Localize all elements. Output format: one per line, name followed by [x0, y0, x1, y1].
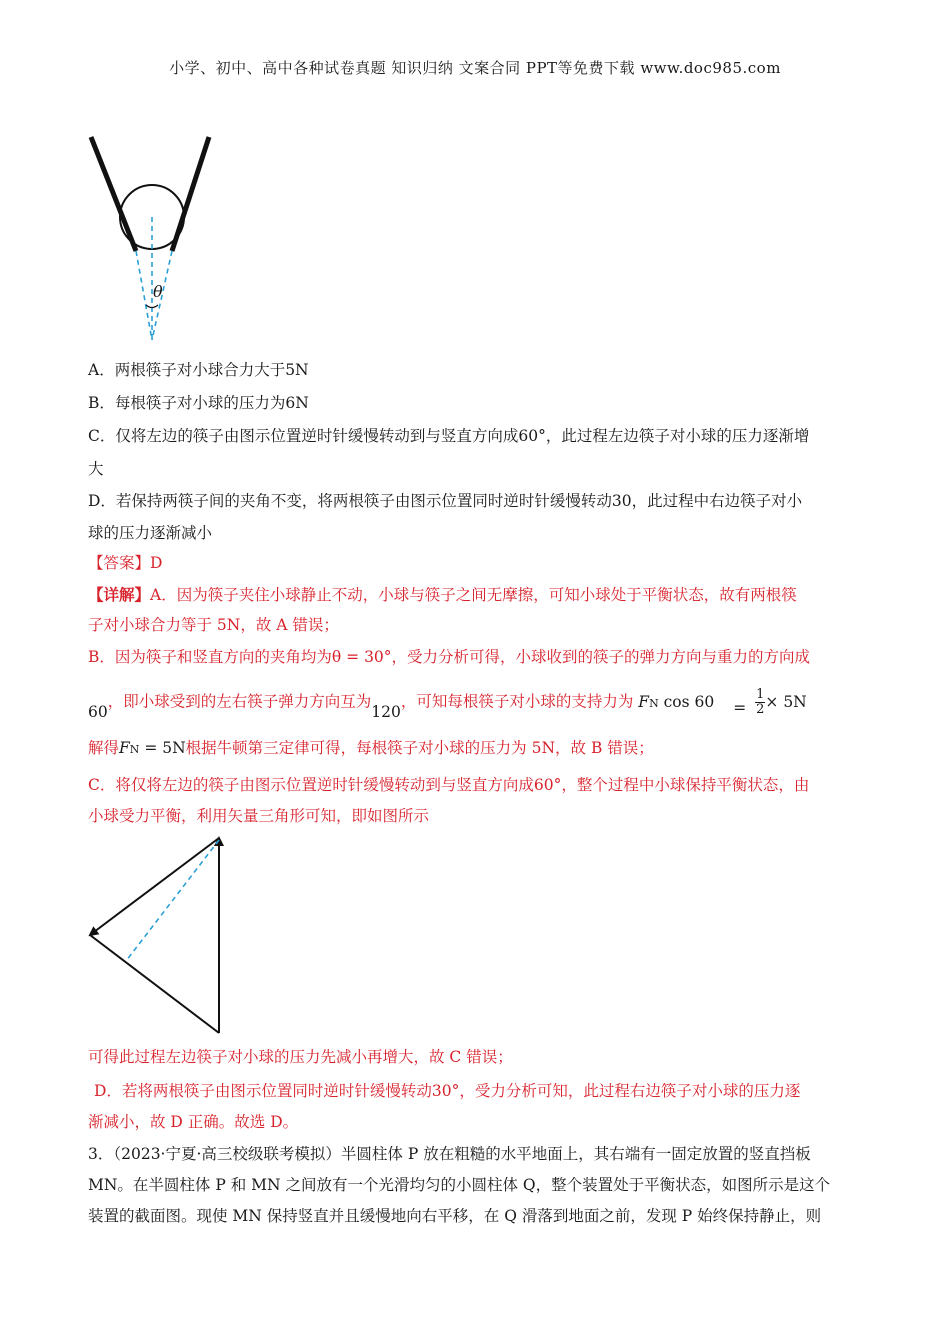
answer-label: 【答案】D: [88, 554, 163, 572]
angle-120: 120: [371, 702, 401, 721]
detail-a-line2: 子对小球合力等于 5N，故 A 错误；: [88, 616, 339, 634]
support-force-formula: [638, 687, 807, 717]
detail-b-line2: [88, 687, 807, 721]
formula-n-sub: N: [649, 696, 659, 710]
option-c-line1: C．仅将左边的筷子由图示位置逆时针缓慢转动到与竖直方向成60°，此过程左边筷子对小球的压力逐渐增: [88, 427, 810, 445]
detail-c-line3: 可得此过程左边筷子对小球的压力先减小再增大，故 C 错误；: [88, 1048, 513, 1066]
fraction-num: 1: [756, 687, 765, 702]
option-d-line1: D．若保持两筷子间的夹角不变，将两根筷子由图示位置同时逆时针缓慢转动30，此过程中右边筷子对小: [88, 492, 803, 510]
question3-line2: MN。在半圆柱体 P 和 MN 之间放有一个光滑均匀的小圆柱体 Q，整个装置处于平衡状态，如图所示是这个: [88, 1176, 831, 1194]
formula-f: F: [638, 692, 650, 711]
detail-b-line3: [88, 737, 654, 761]
formula-cos: cos 60: [663, 692, 715, 711]
detail-b-mid: ，即小球受到的左右筷子弹力方向互为: [107, 692, 372, 711]
chopsticks-figure: [80, 130, 230, 350]
option-c-line2: 大: [88, 460, 104, 478]
option-b: B．每根筷子对小球的压力为6N: [88, 394, 309, 412]
formula-eq: =: [733, 698, 747, 717]
solve-n-sub: N: [129, 743, 140, 756]
vector-triangle-figure: [80, 828, 240, 1043]
detail-a-line1: [88, 584, 797, 606]
detail-b-solve: 解得: [88, 739, 120, 757]
detail-a-text: A．因为筷子夹住小球静止不动，小球与筷子之间无摩擦，可知小球处于平衡状态，故有两根筷: [150, 586, 797, 604]
detail-c-line1: C．将仅将左边的筷子由图示位置逆时针缓慢转动到与竖直方向成60°，整个过程中小球保持平衡状态，由: [88, 776, 810, 794]
detail-b-conclusion: 根据牛顿第三定律可得，每根筷子对小球的压力为 5N，故 B 错误；: [185, 739, 654, 757]
angle-60: 60: [88, 702, 108, 721]
solve-f: F: [119, 739, 130, 757]
option-d-line2: 球的压力逐渐减小: [88, 524, 213, 542]
option-a: A．两根筷子对小球合力大于5N: [88, 361, 309, 379]
question3-line3: 装置的截面图。现使 MN 保持竖直并且缓慢地向右平移，在 Q 滑落到地面之前，发现 P 始终保持静止，则: [88, 1207, 822, 1225]
detail-d-line1: D．若将两根筷子由图示位置同时逆时针缓慢转动30°，受力分析可知，此过程右边筷子对小球的压力逐: [94, 1082, 801, 1100]
detail-b-line1: B．因为筷子和竖直方向的夹角均为θ = 30°，受力分析可得，小球收到的筷子的弹力方向与重力的方向成: [88, 648, 811, 666]
formula-rest: × 5N: [765, 692, 807, 711]
solve-eq: = 5N: [139, 739, 186, 757]
fraction-half: [755, 688, 765, 717]
detail-tag: 【详解】: [88, 585, 151, 604]
detail-d-line2: 渐减小，故 D 正确。故选 D。: [88, 1113, 299, 1131]
fraction-den: 2: [756, 702, 765, 717]
detail-b-post: ，可知每根筷子对小球的支持力为: [400, 692, 634, 711]
theta-label: θ: [153, 282, 163, 301]
question3-line1: 3．（2023·宁夏·高三校级联考模拟）半圆柱体 P 放在粗糙的水平地面上，其右端有一固定放置的竖直挡板: [88, 1145, 811, 1163]
detail-c-line2: 小球受力平衡，利用矢量三角形可知，即如图所示: [88, 807, 430, 825]
page-header: 小学、初中、高中各种试卷真题 知识归纳 文案合同 PPT等免费下载 www.doc985.com: [169, 59, 781, 77]
